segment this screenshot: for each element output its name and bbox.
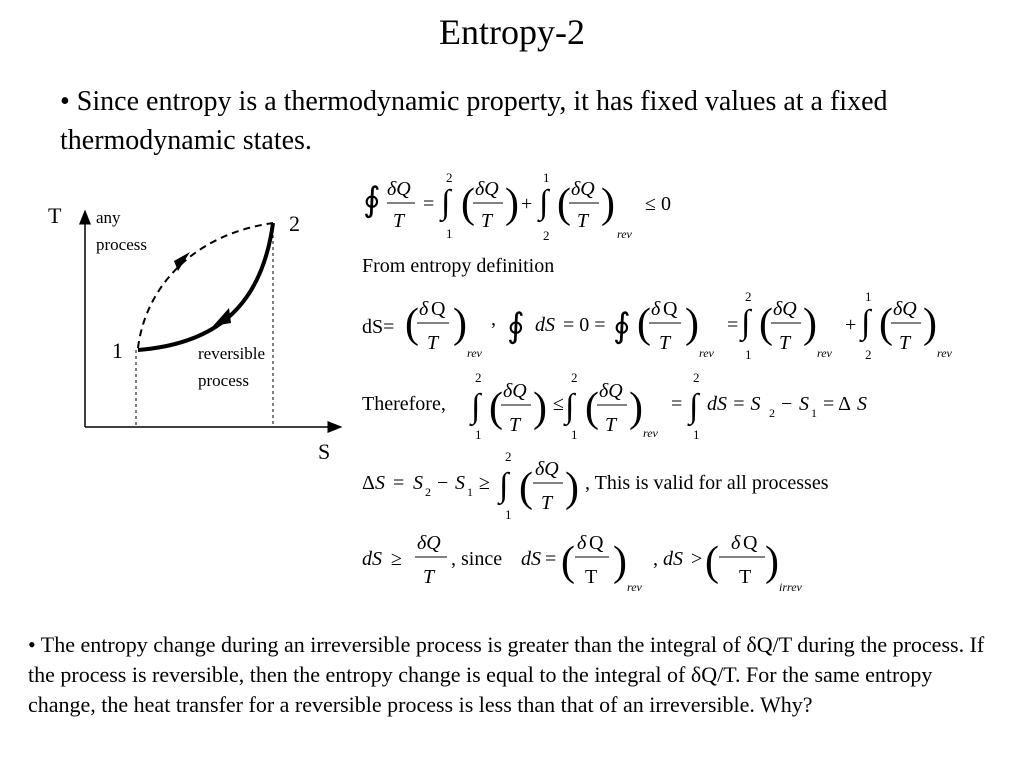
svg-text:∮: ∮ — [363, 182, 381, 219]
svg-text:,: , — [491, 308, 496, 330]
svg-text:1: 1 — [505, 507, 512, 522]
svg-text:=: = — [393, 472, 405, 494]
entropy-definition-equation — [362, 289, 953, 362]
svg-text:): ) — [453, 301, 467, 347]
svg-text:Q: Q — [589, 532, 604, 554]
svg-text:= Δ: = Δ — [823, 393, 852, 415]
svg-text:∫: ∫ — [499, 467, 509, 504]
svg-text:Q: Q — [431, 298, 446, 320]
reversible-process-curve — [138, 223, 273, 350]
svg-text:1: 1 — [693, 427, 700, 442]
svg-text:T: T — [541, 492, 553, 514]
any-process-label: any — [96, 208, 121, 227]
svg-text:): ) — [765, 539, 779, 585]
svg-text:∫: ∫ — [689, 388, 699, 425]
svg-text:): ) — [803, 301, 817, 347]
svg-text:): ) — [629, 385, 643, 431]
svg-text:S: S — [375, 472, 385, 494]
svg-text:≥: ≥ — [391, 548, 402, 570]
svg-text:∫: ∫ — [741, 304, 751, 341]
differential-entropy-inequality — [362, 532, 803, 594]
entropy-change-inequality — [362, 449, 829, 522]
reversible-process-label-line2: process — [198, 371, 249, 390]
svg-text:T: T — [481, 210, 493, 232]
svg-text:(: ( — [561, 539, 575, 585]
svg-text:1: 1 — [467, 485, 473, 499]
slide-title: Entropy-2 — [439, 12, 585, 52]
svg-text:): ) — [613, 539, 627, 585]
svg-text:1: 1 — [811, 406, 817, 420]
state2-label: 2 — [289, 211, 300, 236]
svg-text:>: > — [691, 548, 703, 570]
svg-text:δQ: δQ — [599, 380, 623, 402]
svg-text:irrev: irrev — [779, 580, 802, 594]
svg-text:2: 2 — [543, 228, 550, 243]
reversible-process-arrow-icon — [213, 308, 231, 326]
svg-text:dS: dS — [521, 548, 541, 570]
svg-text:1: 1 — [543, 170, 550, 185]
svg-text:dS: dS — [663, 548, 683, 570]
svg-text:): ) — [923, 301, 937, 347]
svg-text:δQ: δQ — [475, 178, 499, 200]
svg-text:T: T — [899, 332, 911, 354]
svg-text:∫: ∫ — [441, 184, 451, 221]
svg-text:rev: rev — [937, 346, 952, 360]
bullet-entropy-property: • Since entropy is a thermodynamic property, it has fixed values at a fixed thermodynamic states. — [60, 86, 888, 156]
svg-text:rev: rev — [699, 346, 714, 360]
svg-text:T: T — [423, 566, 435, 588]
svg-text:−: − — [781, 393, 793, 415]
t-axis-label: T — [48, 203, 62, 228]
svg-text:2: 2 — [571, 370, 578, 385]
svg-text:T: T — [509, 414, 521, 436]
svg-text:∫: ∫ — [539, 184, 549, 221]
svg-text:(: ( — [489, 385, 503, 431]
valid-note: , This is valid for all processes — [585, 472, 829, 494]
state1-label: 1 — [112, 338, 123, 363]
svg-text:S: S — [455, 472, 465, 494]
svg-text:δ: δ — [651, 298, 661, 320]
svg-text:(: ( — [759, 301, 773, 347]
svg-text:δQ: δQ — [535, 458, 559, 480]
svg-text:2: 2 — [745, 289, 752, 304]
svg-text:= 0 =: = 0 = — [563, 314, 606, 336]
ts-diagram — [30, 195, 360, 470]
svg-text:δQ: δQ — [503, 380, 527, 402]
svg-text:T: T — [605, 414, 617, 436]
svg-text:,: , — [653, 548, 658, 570]
svg-text:Δ: Δ — [362, 472, 375, 494]
any-process-label-line2: process — [96, 235, 147, 254]
svg-text:∫: ∫ — [471, 388, 481, 425]
svg-text:2: 2 — [693, 370, 700, 385]
svg-text:δQ: δQ — [417, 532, 441, 554]
svg-text:dS=: dS= — [362, 316, 395, 338]
svg-text:1: 1 — [475, 427, 482, 442]
svg-text:T: T — [659, 332, 671, 354]
svg-text:T: T — [427, 332, 439, 354]
svg-text:rev: rev — [627, 580, 642, 594]
svg-text:2: 2 — [446, 170, 453, 185]
svg-text:(: ( — [637, 301, 651, 347]
svg-text:Q: Q — [743, 532, 758, 554]
svg-text:≤: ≤ — [553, 393, 564, 415]
clausius-inequality — [363, 170, 671, 243]
svg-text:(: ( — [461, 181, 475, 227]
since-label: , since — [451, 548, 503, 570]
svg-text:≤ 0: ≤ 0 — [645, 193, 671, 215]
svg-text:): ) — [685, 301, 699, 347]
svg-text:+: + — [845, 314, 857, 336]
s-axis-label: S — [318, 439, 331, 464]
therefore-label: Therefore, — [362, 393, 446, 415]
svg-text:T: T — [393, 210, 405, 232]
svg-text:S: S — [799, 393, 809, 415]
svg-text:=: = — [545, 548, 557, 570]
svg-text:): ) — [505, 181, 519, 227]
svg-text:∫: ∫ — [565, 388, 575, 425]
svg-text:S: S — [413, 472, 423, 494]
svg-text:∮: ∮ — [613, 308, 631, 345]
svg-text:): ) — [565, 465, 579, 511]
svg-text:2: 2 — [505, 449, 512, 464]
svg-text:δ: δ — [577, 532, 587, 554]
svg-text:rev: rev — [467, 346, 482, 360]
svg-text:=: = — [727, 314, 739, 336]
svg-text:2: 2 — [425, 485, 431, 499]
svg-text:δQ: δQ — [387, 178, 411, 200]
svg-text:rev: rev — [617, 227, 632, 241]
bullet-irreversible-explanation: • The entropy change during an irreversible process is greater than the integral of δQ/T during the process. If the process is reversible, then the entropy change is equal to the integral of δQ/T. For the same entropy change, the heat transfer for a reversible process is less than that of an irreversible. Why? — [28, 632, 985, 717]
svg-text:T: T — [739, 566, 752, 588]
svg-text:rev: rev — [643, 426, 658, 440]
svg-text:(: ( — [705, 539, 719, 585]
svg-text:2: 2 — [865, 347, 872, 362]
svg-text:Q: Q — [663, 298, 678, 320]
svg-text:∮: ∮ — [507, 308, 525, 345]
svg-text:dS: dS — [362, 548, 382, 570]
svg-text:∫: ∫ — [861, 304, 871, 341]
equations-block — [355, 165, 975, 605]
svg-text:δQ: δQ — [893, 298, 917, 320]
therefore-equation — [362, 370, 867, 442]
svg-text:δQ: δQ — [571, 178, 595, 200]
from-entropy-definition: From entropy definition — [362, 255, 555, 277]
svg-text:1: 1 — [865, 289, 872, 304]
svg-text:2: 2 — [475, 370, 482, 385]
reversible-process-label: reversible — [198, 344, 266, 363]
svg-text:δ: δ — [731, 532, 741, 554]
svg-text:(: ( — [557, 181, 571, 227]
svg-text:1: 1 — [446, 226, 453, 241]
svg-text:+: + — [521, 193, 533, 215]
svg-text:≥: ≥ — [479, 472, 490, 494]
svg-text:): ) — [533, 385, 547, 431]
svg-text:δ: δ — [419, 298, 429, 320]
svg-text:dS = S: dS = S — [707, 393, 761, 415]
svg-text:T: T — [779, 332, 791, 354]
svg-text:dS: dS — [535, 314, 555, 336]
svg-text:δQ: δQ — [773, 298, 797, 320]
svg-text:(: ( — [519, 465, 533, 511]
svg-text:−: − — [437, 472, 449, 494]
svg-text:S: S — [857, 393, 867, 415]
svg-text:=: = — [671, 393, 683, 415]
svg-text:1: 1 — [571, 427, 578, 442]
svg-text:T: T — [577, 210, 589, 232]
svg-text:): ) — [601, 181, 615, 227]
svg-text:(: ( — [879, 301, 893, 347]
svg-text:2: 2 — [769, 406, 775, 420]
svg-text:1: 1 — [745, 347, 752, 362]
svg-text:T: T — [585, 566, 598, 588]
svg-text:(: ( — [405, 301, 419, 347]
svg-text:=: = — [423, 193, 435, 215]
svg-text:(: ( — [585, 385, 599, 431]
svg-text:rev: rev — [817, 346, 832, 360]
